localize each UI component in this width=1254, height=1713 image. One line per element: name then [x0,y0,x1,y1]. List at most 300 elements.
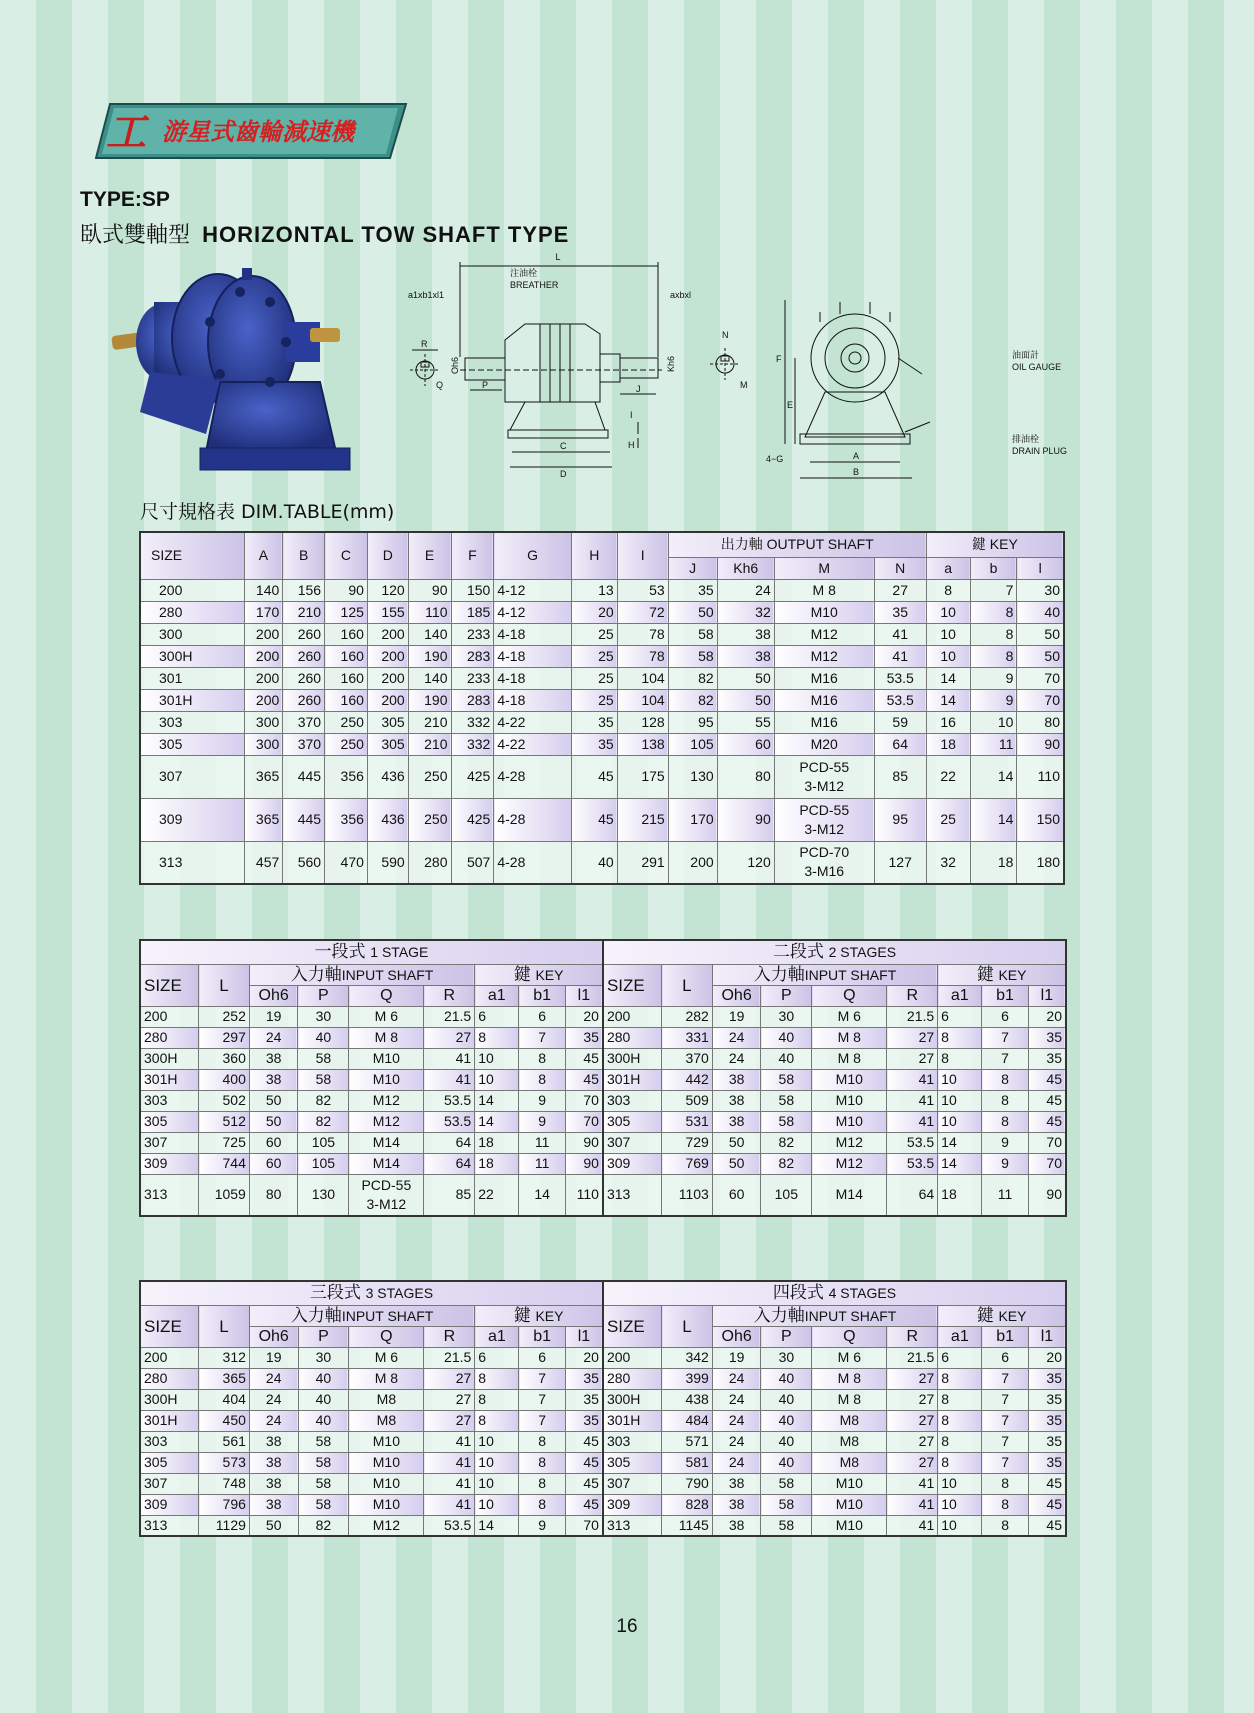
cell-a1: 8 [475,1410,519,1431]
table-row [140,1473,1066,1494]
cell-a: 22 [926,755,970,798]
cell-C: 160 [325,667,368,689]
cell-l1: 20 [1028,1347,1066,1368]
cell-b1: 7 [982,1389,1028,1410]
cell-l1: 20 [565,1347,603,1368]
cell-P: 58 [298,1494,349,1515]
input-en: INPUT SHAFT [804,1307,897,1324]
col-size: SIZE [140,964,199,1006]
input-en: INPUT SHAFT [341,966,434,983]
group-input-shaft [712,1305,937,1326]
col-B: B [283,532,325,579]
table-row [140,1368,1066,1389]
cell-L: 1145 [662,1515,713,1536]
col-l: l [1017,557,1064,579]
cell-b1: 8 [982,1090,1028,1111]
cell-Oh6: 60 [712,1174,761,1216]
cell-G: 4-12 [494,601,572,623]
lbl-D: D [560,469,567,479]
key-cn: 鍵 [971,536,986,553]
cell-Oh6: 38 [712,1494,761,1515]
cell-D: 200 [367,623,408,645]
cell-A: 170 [244,601,283,623]
cell-Q [349,1494,424,1515]
cell-l1: 35 [1028,1368,1066,1389]
group-output-shaft [668,532,926,557]
cell-B: 156 [283,579,325,601]
table-row [140,1494,1066,1515]
cell-b1: 7 [519,1368,565,1389]
cell-Oh6: 50 [712,1132,761,1153]
cell-size: 313 [603,1174,662,1216]
cell-K: 38 [717,645,774,667]
cell-a1: 10 [475,1494,519,1515]
cell-Q-line1: M8 [839,1412,860,1428]
cell-size: 305 [140,1111,199,1132]
cell-I: 72 [617,601,668,623]
group-key [475,964,603,985]
cell-Oh6: 24 [712,1410,761,1431]
cell-l1: 45 [565,1494,603,1515]
cell-B: 445 [283,798,325,841]
cell-size: 200 [140,1006,199,1027]
key-en: KEY [989,536,1018,553]
cell-Oh6: 60 [249,1153,298,1174]
cell-Oh6: 19 [249,1006,298,1027]
cell-M-line2: 3-M12 [804,777,845,794]
cell-l1: 45 [565,1048,603,1069]
col-a1: a1 [475,985,519,1006]
col-Q: Q [812,985,887,1006]
cell-Q-line1: M12 [835,1155,863,1171]
cell-Q [812,1410,887,1431]
col-l1: l1 [565,985,603,1006]
cell-b1: 6 [982,1006,1028,1027]
cell-b1: 7 [982,1452,1028,1473]
cell-R: 27 [887,1027,938,1048]
cell-B: 560 [283,841,325,884]
cell-Q-line1: M 6 [837,1349,862,1365]
cell-size: 300H [140,1048,199,1069]
cell-N: 59 [874,711,926,733]
col-L: L [662,964,713,1006]
cell-l1: 90 [565,1132,603,1153]
group-key [938,1305,1066,1326]
cell-Q [349,1069,424,1090]
cell-L: 360 [199,1048,250,1069]
cell-L: 748 [199,1473,250,1494]
cell-size: 305 [603,1452,662,1473]
cell-Oh6: 24 [712,1368,761,1389]
stage-title-en: 1 STAGE [370,944,429,961]
cell-R: 27 [887,1452,938,1473]
col-a: a [926,557,970,579]
cell-L: 828 [662,1494,713,1515]
group-input-shaft [712,964,937,985]
input-cn: 入力軸 [753,964,805,984]
cell-size: 307 [603,1473,662,1494]
cell-Q-line1: M12 [835,1134,863,1150]
cell-a: 10 [926,645,970,667]
cell-R: 53.5 [424,1090,475,1111]
cell-D: 305 [367,733,408,755]
cell-Q [349,1048,424,1069]
cell-L: 725 [199,1132,250,1153]
cell-R: 41 [887,1069,938,1090]
cell-a1: 8 [938,1431,982,1452]
cell-M-line1: M12 [810,647,838,664]
cell-size: 300H [603,1389,662,1410]
cell-H: 25 [571,689,617,711]
cell-P: 40 [298,1410,349,1431]
cell-Oh6: 60 [249,1132,298,1153]
output-en: OUTPUT SHAFT [766,536,874,553]
cell-P: 58 [761,1069,812,1090]
cell-P: 40 [761,1410,812,1431]
cell-L: 1129 [199,1515,250,1536]
input-cn: 入力軸 [290,1305,342,1325]
col-l1: l1 [1028,1326,1066,1347]
cell-Q-line1: M10 [835,1475,863,1491]
lbl-oil-en: OIL GAUGE [1012,362,1062,372]
cell-Oh6: 19 [712,1347,761,1368]
cell-J: 95 [668,711,717,733]
cell-M [774,755,874,798]
col-a1: a1 [938,985,982,1006]
cell-l1: 20 [1028,1006,1066,1027]
cell-l1: 35 [565,1389,603,1410]
cell-A: 457 [244,841,283,884]
cell-L: 571 [662,1431,713,1452]
cell-a1: 8 [475,1027,519,1048]
col-Q: Q [349,985,424,1006]
cell-E: 250 [408,798,451,841]
cell-D: 120 [367,579,408,601]
cell-C: 160 [325,623,368,645]
cell-b1: 7 [982,1027,1028,1048]
cell-R: 41 [424,1494,475,1515]
cell-R: 41 [887,1111,938,1132]
cell-Oh6: 38 [712,1473,761,1494]
cell-a1: 10 [938,1069,982,1090]
cell-Oh6: 38 [712,1515,761,1536]
cell-size: 300H [603,1048,662,1069]
cell-l1: 45 [1028,1069,1066,1090]
cell-Q [812,1153,887,1174]
cell-l1: 45 [565,1473,603,1494]
col-E: E [408,532,451,579]
cell-P: 58 [298,1473,349,1494]
cell-b: 18 [970,841,1017,884]
stage-title-right [603,1281,1066,1305]
cell-b1: 8 [519,1069,565,1090]
cell-J: 50 [668,601,717,623]
cell-N: 41 [874,645,926,667]
cell-Q-line1: M12 [372,1516,400,1533]
cell-G: 4-28 [494,755,572,798]
cell-A: 365 [244,755,283,798]
cell-Oh6: 38 [712,1090,761,1111]
cell-Q [812,1473,887,1494]
cell-Oh6: 24 [712,1431,761,1452]
cell-H: 35 [571,711,617,733]
cell-l1: 45 [1028,1494,1066,1515]
lbl-drain-en: DRAIN PLUG [1012,446,1068,456]
group-key [938,964,1066,985]
cell-P: 82 [298,1111,349,1132]
cell-Oh6: 24 [249,1389,298,1410]
cell-l1: 70 [565,1090,603,1111]
cell-B: 370 [283,733,325,755]
table-row [140,623,1064,645]
stage-table-1-2 [139,939,1067,1217]
cell-l1: 70 [1028,1132,1066,1153]
cell-P: 58 [761,1515,812,1536]
cell-size: 301H [140,689,244,711]
cell-A: 200 [244,623,283,645]
col-D: D [367,532,408,579]
cell-size: 301H [140,1069,199,1090]
cell-a1: 18 [475,1132,519,1153]
cell-D: 200 [367,667,408,689]
cell-Q [349,1410,424,1431]
cell-size: 301 [140,667,244,689]
input-en: INPUT SHAFT [804,966,897,983]
cell-Q [349,1153,424,1174]
cell-G: 4-12 [494,579,572,601]
cell-b1: 8 [982,1473,1028,1494]
cell-size: 200 [140,579,244,601]
cell-G: 4-28 [494,841,572,884]
cell-K: 120 [717,841,774,884]
cell-Q [349,1431,424,1452]
cell-size: 309 [140,1494,199,1515]
cell-Oh6: 38 [249,1431,298,1452]
cell-l1: 110 [565,1174,603,1216]
cell-Q [349,1452,424,1473]
cell-a1: 14 [938,1132,982,1153]
cell-b1: 8 [519,1048,565,1069]
cell-Q-line1: M14 [372,1155,400,1171]
lbl-C: C [560,441,567,451]
cell-size: 280 [603,1368,662,1389]
cell-a: 32 [926,841,970,884]
cell-b: 8 [970,601,1017,623]
col-P: P [761,1326,812,1347]
cell-b: 9 [970,689,1017,711]
cell-M [774,623,874,645]
cell-I: 138 [617,733,668,755]
cell-Oh6: 50 [249,1111,298,1132]
cell-L: 442 [662,1069,713,1090]
cell-K: 50 [717,689,774,711]
cell-C: 125 [325,601,368,623]
cell-b1: 14 [519,1174,565,1216]
lbl-P: P [482,380,489,390]
cell-C: 90 [325,579,368,601]
table-row [140,1132,1066,1153]
cell-size: 303 [603,1431,662,1452]
cell-size: 301H [140,1410,199,1431]
cell-a1: 14 [475,1111,519,1132]
cell-R: 27 [887,1048,938,1069]
cell-E: 280 [408,841,451,884]
cell-size: 200 [140,1347,199,1368]
cell-a1: 18 [475,1153,519,1174]
cell-Q [349,1174,424,1216]
cell-P: 40 [761,1027,812,1048]
cell-C: 160 [325,689,368,711]
cell-Q [812,1494,887,1515]
lbl-F: F [776,354,782,364]
cell-Q-line1: M 8 [374,1029,399,1045]
cell-l1: 35 [1028,1431,1066,1452]
cell-N: 85 [874,755,926,798]
cell-l1: 20 [565,1006,603,1027]
cell-b1: 9 [519,1090,565,1111]
cell-A: 140 [244,579,283,601]
cell-M [774,733,874,755]
dimension-drawing [400,252,1100,502]
cell-R: 53.5 [424,1515,475,1536]
cell-P: 58 [761,1494,812,1515]
group-input-shaft [249,964,474,985]
cell-size: 307 [603,1132,662,1153]
lbl-A: A [853,451,860,461]
input-en: INPUT SHAFT [341,1307,434,1324]
input-cn: 入力軸 [290,964,342,984]
cell-Q-line1: M8 [839,1433,860,1449]
cell-a: 10 [926,623,970,645]
cell-a1: 8 [938,1452,982,1473]
cell-l1: 35 [1028,1410,1066,1431]
cell-L: 342 [662,1347,713,1368]
cell-Q-line1: M 8 [837,1029,861,1045]
cell-L: 729 [662,1132,713,1153]
lbl-L: L [555,252,561,262]
cell-P: 40 [298,1027,349,1048]
col-R: R [887,985,938,1006]
col-M: M [774,557,874,579]
stage-title-en: 3 STAGES [365,1285,434,1302]
cell-N: 53.5 [874,667,926,689]
cell-l1: 70 [565,1111,603,1132]
col-Oh6: Oh6 [249,985,298,1006]
cell-size: 280 [603,1027,662,1048]
cell-size: 305 [603,1111,662,1132]
cell-a1: 14 [938,1153,982,1174]
table-row [140,601,1064,623]
cell-Oh6: 50 [249,1090,298,1111]
col-l1: l1 [565,1326,603,1347]
cell-Q [812,1048,887,1069]
table-row [140,1069,1066,1090]
cell-Q [349,1347,424,1368]
cell-A: 200 [244,645,283,667]
cell-b1: 9 [519,1111,565,1132]
lbl-Q: Q [436,380,444,390]
subtitle-cn: 臥式雙軸型 [80,223,191,248]
cell-M [774,645,874,667]
cell-L: 312 [199,1347,250,1368]
table-row [140,667,1064,689]
cell-a1: 10 [938,1473,982,1494]
cell-D: 200 [367,689,408,711]
cell-size: 307 [140,1132,199,1153]
cell-Q [812,1452,887,1473]
cell-G: 4-18 [494,623,572,645]
cell-b1: 8 [519,1494,565,1515]
col-b1: b1 [982,1326,1028,1347]
cell-L: 365 [199,1368,250,1389]
cell-Q-line1: M10 [835,1092,863,1108]
cell-l: 90 [1017,733,1064,755]
cell-Q-line1: M14 [372,1134,400,1150]
cell-Q-line1: M8 [376,1391,397,1407]
col-a1: a1 [475,1326,519,1347]
cell-A: 200 [244,667,283,689]
cell-size: 303 [140,711,244,733]
cell-J: 82 [668,689,717,711]
key-en: KEY [998,1307,1027,1324]
stage-title-cn: 三段式 [309,1283,361,1303]
svg-text:工: 工 [106,109,146,156]
cell-E: 190 [408,645,451,667]
table-row [140,1111,1066,1132]
cell-l: 150 [1017,798,1064,841]
cell-Q [812,1111,887,1132]
cell-N: 41 [874,623,926,645]
cell-I: 53 [617,579,668,601]
cell-b1: 9 [982,1153,1028,1174]
cell-P: 82 [761,1132,812,1153]
cell-b1: 11 [519,1153,565,1174]
cell-L: 404 [199,1389,250,1410]
cell-l1: 45 [1028,1111,1066,1132]
cell-I: 78 [617,623,668,645]
cell-E: 210 [408,711,451,733]
table-row [140,1174,1066,1216]
cell-Q-line1: M 8 [837,1391,862,1407]
col-size: SIZE [140,532,244,579]
cell-C: 250 [325,711,368,733]
col-size: SIZE [603,964,662,1006]
cell-C: 356 [325,755,368,798]
cell-size: 313 [140,1174,199,1216]
lbl-Oh6: Oh6 [450,356,460,374]
col-b: b [970,557,1017,579]
cell-Q-line1: M10 [835,1516,863,1533]
cell-L: 438 [662,1389,713,1410]
cell-Q-line1: M10 [372,1071,400,1087]
cell-M-line1: M12 [810,625,838,642]
cell-D: 305 [367,711,408,733]
table-row [140,798,1064,841]
cell-size: 313 [140,1515,199,1536]
cell-size: 280 [140,1027,199,1048]
cell-Q [812,1368,887,1389]
cell-N: 64 [874,733,926,755]
cell-a1: 10 [475,1431,519,1452]
cell-a1: 14 [475,1515,519,1536]
cell-size: 305 [140,1452,199,1473]
col-P: P [298,985,349,1006]
cell-R: 53.5 [887,1132,938,1153]
cell-E: 140 [408,623,451,645]
cell-P: 82 [298,1515,349,1536]
cell-R: 64 [887,1174,938,1216]
cell-M-line1: M10 [810,603,838,620]
